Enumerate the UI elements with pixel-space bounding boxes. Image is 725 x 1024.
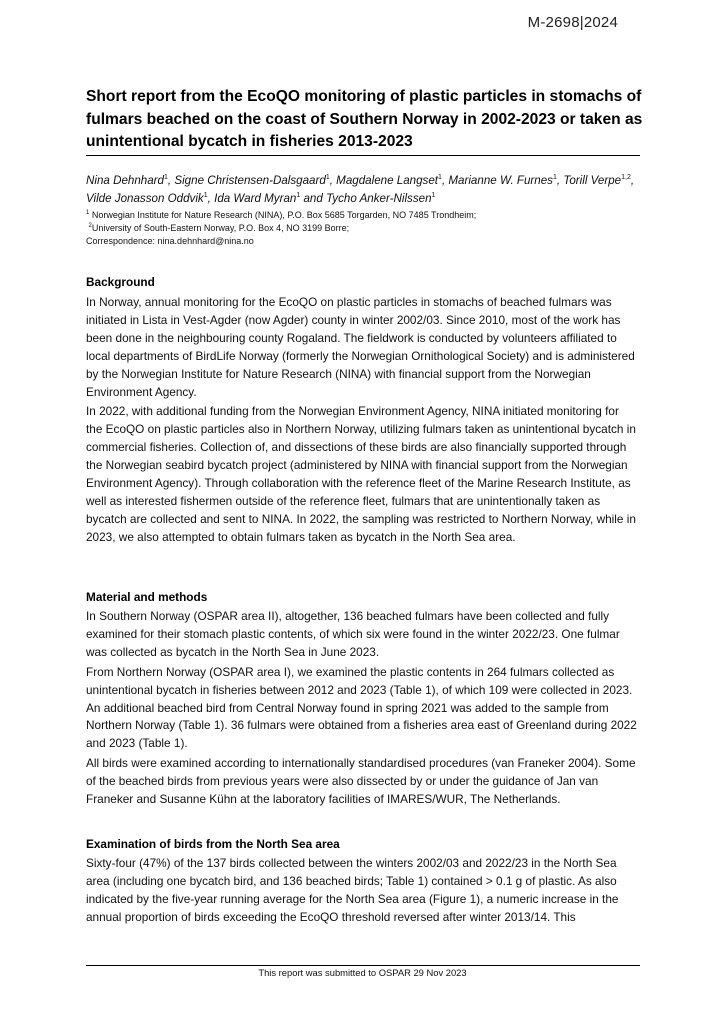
author-affiliation-mark: 1 <box>325 174 330 182</box>
author-name: Vilde Jonasson Oddvik <box>86 192 204 205</box>
report-number: M-2698|2024 <box>527 14 618 31</box>
footer-divider <box>86 965 640 966</box>
author-affiliation-mark: 1 <box>164 174 168 182</box>
author-affiliation-mark: 1 <box>431 192 436 200</box>
author-separator: , <box>329 174 337 187</box>
paragraph: In 2022, with additional funding from the Norwegian Environment Agency, NINA initiated monitoring for the EcoQO on plastic particles also in Northern Norway, utilizing fulmars taken as unintentional bycatch in commercial fisheries. Collection of, and dissections of these birds are also financially supported through the Norwegian seabird bycatch project (administered by NINA with financial support from the Norwegian Environment Agency). Through collaboration with the reference fleet of the Marine Research Institute, as well as interested fishermen outside of the reference fleet, fulmars that are unintentionally taken as bycatch are collected and sent to NINA. In 2022, the sampling was restricted to Northern Norway, while in 2023, we also attempted to obtain fulmars taken as bycatch in the North Sea area. <box>86 404 636 544</box>
heading-background: Background <box>86 275 155 289</box>
title-divider <box>86 155 640 156</box>
background-body <box>86 294 638 549</box>
correspondence-line: Correspondence: nina.dehnhard@nina.no <box>86 236 254 246</box>
author-name: Signe Christensen-Dalsgaard <box>174 174 326 187</box>
author-name: Magdalene Langset <box>336 174 439 187</box>
author-name: Nina Dehnhard <box>86 174 164 187</box>
paragraph: In Southern Norway (OSPAR area II), altogether, 136 beached fulmars have been collected and fully examined for their stomach plastic contents, of which six were found in the winter 2022/23. One fulmar was collected as bycatch in the North Sea in June 2023. <box>86 609 620 659</box>
author-name: Ida Ward Myran <box>214 192 297 205</box>
affiliation-text: Norwegian Institute for Nature Research (NINA), P.O. Box 5685 Torgarden, NO 7485 Trondheim; <box>91 210 477 220</box>
author-name: Marianne W. Furnes <box>448 174 553 187</box>
paragraph: In Norway, annual monitoring for the EcoQO on plastic particles in stomachs of beached fulmars was initiated in Lista in Vest-Agder (now Agder) county in winter 2002/03. Since 2010, most of the work has been done in the neighbouring county Rogaland. The fieldwork is conducted by volunteers affiliated to local departments of BirdLife Norway (formerly the Norwegian Ornithological Society) and is administered by the Norwegian Institute for Nature Research (NINA) with financial support from the Norwegian Environment Agency. <box>86 295 635 399</box>
affiliation-mark: 2 <box>88 223 92 229</box>
methods-body <box>86 608 638 811</box>
author-affiliation-mark: 1,2 <box>621 174 631 182</box>
document-title: Short report from the EcoQO monitoring of plastic particles in stomachs of fulmars beached on the coast of Southern Norway in 2002-2023 or taken as unintentional bycatch in fisheries 2013-2023 <box>86 88 643 150</box>
paragraph: From Northern Norway (OSPAR area I), we examined the plastic contents in 264 fulmars collected as unintentional bycatch in fisheries between 2012 and 2023 (Table 1), of which 109 were collected in 2023. An additional beached bird from Central Norway found in spring 2021 was added to the sample from Northern Norway (Table 1). 36 fulmars were obtained from a fisheries area east of Greenland during 2022 and 2023 (Table 1). <box>86 664 637 751</box>
author-separator: , <box>167 174 175 187</box>
affiliation-2 <box>86 222 640 235</box>
heading-material-methods: Material and methods <box>86 590 208 604</box>
affiliation-text: University of South-Eastern Norway, P.O. Box 4, NO 3199 Borre; <box>91 223 350 233</box>
footer-note: This report was submitted to OSPAR 29 Nov 2023 <box>258 967 467 978</box>
author-separator: and <box>300 192 327 205</box>
author-affiliation-mark: 1 <box>438 174 442 182</box>
paragraph: Sixty-four (47%) of the 137 birds collected between the winters 2002/03 and 2022/23 in the North Sea area (including one bycatch bird, and 136 beached birds; Table 1) contained > 0.1 g of plastic. As also indicated by the five-year running average for the North Sea area (Figure 1), a numeric increase in the annual proportion of birds exceeding the EcoQO threshold reversed after winter 2013/14. This <box>86 856 619 924</box>
author-separator: , <box>207 192 215 205</box>
affiliation-1 <box>86 209 640 222</box>
affiliation-mark: 1 <box>86 210 90 216</box>
author-separator: , <box>556 174 564 187</box>
author-name: Tycho Anker-Nilssen <box>326 192 432 205</box>
author-affiliation-mark: 1 <box>296 192 301 200</box>
author-separator: , <box>441 174 449 187</box>
north-sea-body <box>86 855 638 929</box>
author-separator: , <box>630 174 635 187</box>
paragraph: All birds were examined according to internationally standardised procedures (van Franeker 2004). Some of the beached birds from previous years were also dissected by or under the guidance of Jan van Franeker and Susanne Kühn at the laboratory facilities of IMARES/WUR, The Netherlands. <box>86 756 636 807</box>
author-name: Torill Verpe <box>563 174 622 187</box>
author-affiliation-mark: 1 <box>552 174 557 182</box>
author-affiliation-mark: 1 <box>203 192 208 200</box>
author-list <box>86 172 640 208</box>
affiliations-block <box>86 209 640 248</box>
heading-north-sea: Examination of birds from the North Sea area <box>86 837 340 851</box>
